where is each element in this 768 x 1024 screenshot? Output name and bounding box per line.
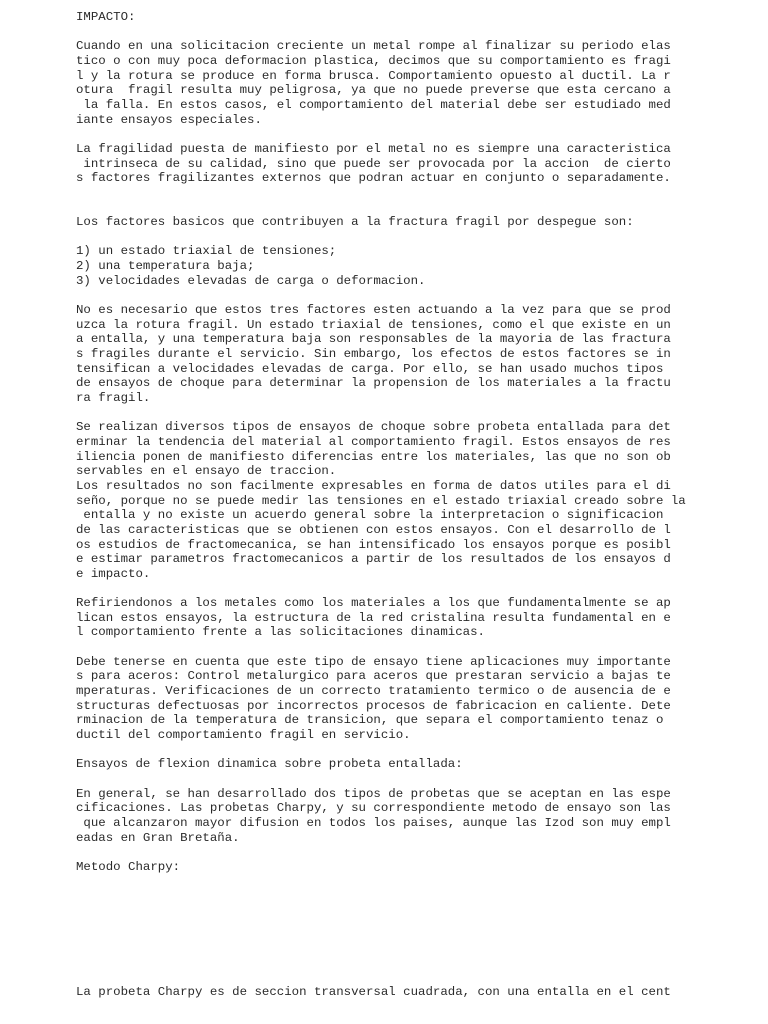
paragraph-charpy-specimen: La probeta Charpy es de seccion transversal cuadrada, con una entalla en el cent xyxy=(76,984,671,999)
section-heading-charpy: Metodo Charpy: xyxy=(76,859,181,874)
paragraph-intro: Cuando en una solicitacion creciente un metal rompe al finalizar su periodo elas tico o con muy poca deformacion plastica, decimos que su comportamiento es fragi l y la rotura se produce en forma brusca. Comportamiento opuesto al ductil. La r otura fragil resulta muy peligrosa, ya que no puede preverse que esta cercano a la falla. En estos casos, el comportamiento del material debe ser estudiado med iante ensayos especiales. xyxy=(76,39,671,127)
paragraph-fragility: La fragilidad puesta de manifiesto por el metal no es siempre una caracteristica intrinseca de su calidad, sino que puede ser provocada por la accion de cierto s factores fragilizantes externos que podran actuar en conjunto o separadamente. xyxy=(76,141,671,186)
paragraph-metals: Refiriendonos a los metales como los materiales a los que fundamentalmente se ap lican estos ensayos, la estructura de la red cristalina resulta fundamental en e l comportamiento frente a las solicitaciones dinamicas. xyxy=(76,596,671,640)
factors-list: 1) un estado triaxial de tensiones; 2) una temperatura baja; 3) velocidades elevadas de carga o deformacion. xyxy=(76,244,426,288)
paragraph-specimens: En general, se han desarrollado dos tipos de probetas que se aceptan en las espe cificaciones. Las probetas Charpy, y su correspondiente metodo de ensayo son las que alcanzaron mayor difusion en todos los paises, aunque las Izod son muy empl eadas en Gran Bretaña. xyxy=(76,786,671,845)
document-title: IMPACTO: xyxy=(76,10,136,24)
paragraph-factors-effects: No es necesario que estos tres factores esten actuando a la vez para que se prod uzca la rotura fragil. Un estado triaxial de tensiones, como el que existe en un a entalla, y una temperatura baja son responsables de la mayoria de las fractura s fragiles durante el servicio. Sin embargo, los efectos de estos factores se in tensifican a velocidades elevadas de carga. Por ello, se han usado muchos tipos de ensayos de choque para determinar la propension de los materiales a la fractu ra fragil. xyxy=(76,303,671,405)
document-body xyxy=(76,10,756,999)
paragraph-applications: Debe tenerse en cuenta que este tipo de ensayo tiene aplicaciones muy importante s para aceros: Control metalurgico para aceros que prestaran servicio a bajas te mperaturas. Verificaciones de un correcto tratamiento termico o de ausencia de e structuras defectuosas por incorrectos procesos de fabricacion en caliente. Dete rminacion de la temperatura de transicion, que separa el comportamiento tenaz o ductil del comportamiento fragil en servicio. xyxy=(76,654,671,743)
section-heading-flexion: Ensayos de flexion dinamica sobre probeta entallada: xyxy=(76,757,463,772)
paragraph-factors-intro: Los factores basicos que contribuyen a la fractura fragil por despegue son: xyxy=(76,215,634,230)
paragraph-impact-tests: Se realizan diversos tipos de ensayos de choque sobre probeta entallada para det erminar la tendencia del material al comportamiento fragil. Estos ensayos de res iliencia ponen de manifiesto diferencias entre los materiales, las que no son ob servables en el ensayo de traccion. Los resultados no son facilmente expresables en forma de datos utiles para el di seño, porque no se puede medir las tensiones en el estado triaxial creado sobre la entalla y no existe un acuerdo general sobre la interpretacion o significacion de las caracteristicas que se obtienen con estos ensayos. Con el desarrollo de l os estudios de fractomecanica, se han intensificado los ensayos porque es posibl e estimar parametros fractomecanicos a partir de los resultados de los ensayos d e impacto. xyxy=(76,420,686,581)
